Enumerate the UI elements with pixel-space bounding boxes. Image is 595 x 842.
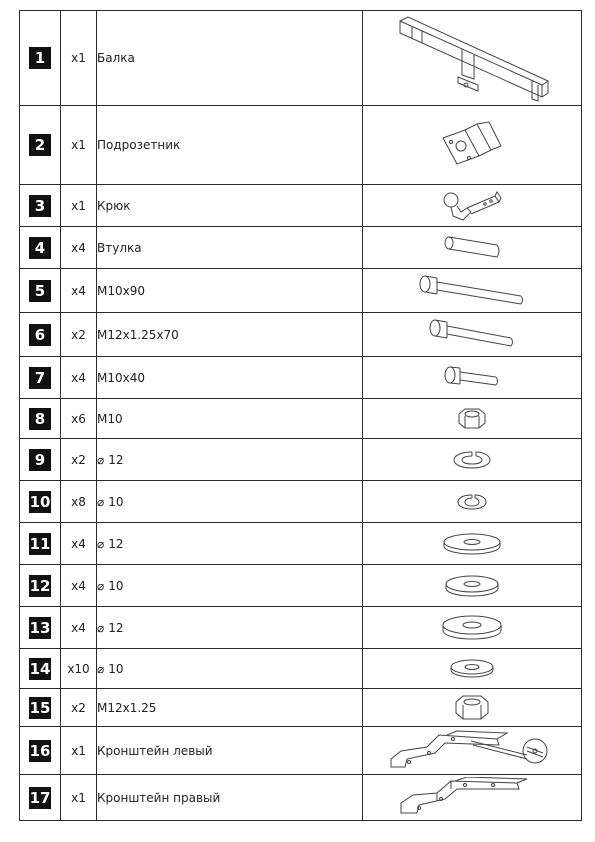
item-number-cell — [20, 689, 61, 727]
item-number-badge: 2 — [29, 134, 51, 156]
part-name-cell — [97, 607, 363, 649]
quantity-cell: x4 — [61, 523, 97, 565]
diameter-symbol: ⌀ — [97, 536, 105, 551]
table-row — [20, 313, 582, 357]
part-image-cell — [363, 649, 582, 689]
item-number-badge: 6 — [29, 324, 51, 346]
item-number-badge: 8 — [29, 408, 51, 430]
part-name-cell: M12x1.25 — [97, 689, 363, 727]
flat-washer-icon — [442, 573, 502, 599]
parts-list-table — [19, 10, 582, 821]
quantity-cell: x4 — [61, 227, 97, 269]
quantity-cell: x4 — [61, 565, 97, 607]
part-name-label: 10 — [108, 578, 124, 593]
item-number-badge: 12 — [29, 576, 51, 595]
part-image-cell — [363, 481, 582, 523]
part-image-cell — [363, 269, 582, 313]
part-image-cell — [363, 106, 582, 185]
part-name-label: 12 — [108, 620, 124, 635]
quantity-cell: x4 — [61, 357, 97, 399]
flat-washer-large-icon — [439, 614, 505, 642]
quantity-cell: x2 — [61, 439, 97, 481]
part-name-label: 12 — [108, 536, 124, 551]
item-number-badge: 13 — [29, 618, 51, 637]
part-name-cell — [97, 649, 363, 689]
socket-bracket-icon — [437, 120, 507, 170]
part-image-cell — [363, 399, 582, 439]
diameter-symbol: ⌀ — [97, 661, 105, 676]
table-row — [20, 727, 582, 775]
item-number-badge: 14 — [29, 659, 51, 678]
part-image-cell — [363, 523, 582, 565]
part-name-cell: M10x40 — [97, 357, 363, 399]
item-number-badge: 16 — [29, 741, 51, 760]
part-name-cell — [97, 523, 363, 565]
item-number-badge: 11 — [29, 534, 51, 553]
part-name-cell: Кронштейн левый — [97, 727, 363, 775]
part-name-cell: Крюк — [97, 185, 363, 227]
bolt-icon — [427, 318, 517, 352]
table-row — [20, 227, 582, 269]
table-row — [20, 269, 582, 313]
item-number-cell — [20, 11, 61, 106]
item-number-cell — [20, 481, 61, 523]
item-number-badge: 7 — [29, 367, 51, 389]
part-name-cell: Подрозетник — [97, 106, 363, 185]
item-number-badge: 4 — [29, 237, 51, 259]
quantity-cell: x1 — [61, 11, 97, 106]
quantity-cell: x1 — [61, 185, 97, 227]
part-name-cell: M10 — [97, 399, 363, 439]
table-row — [20, 689, 582, 727]
item-number-badge: 3 — [29, 195, 51, 217]
table-row — [20, 185, 582, 227]
diameter-symbol: ⌀ — [97, 578, 105, 593]
item-number-cell — [20, 227, 61, 269]
large-nut-icon — [452, 693, 492, 723]
table-row — [20, 649, 582, 689]
tow-ball-hook-icon — [437, 186, 507, 226]
spring-washer-small-icon — [454, 490, 490, 514]
quantity-cell: x1 — [61, 775, 97, 821]
item-number-cell — [20, 399, 61, 439]
quantity-cell: x2 — [61, 313, 97, 357]
table-row — [20, 775, 582, 821]
item-number-cell — [20, 439, 61, 481]
part-name-label: 10 — [108, 494, 124, 509]
diameter-symbol: ⌀ — [97, 494, 105, 509]
part-name-cell — [97, 565, 363, 607]
part-name-cell: M12x1.25x70 — [97, 313, 363, 357]
quantity-cell: x10 — [61, 649, 97, 689]
item-number-cell — [20, 775, 61, 821]
part-image-cell — [363, 357, 582, 399]
part-image-cell — [363, 775, 582, 821]
item-number-cell — [20, 523, 61, 565]
table-row — [20, 106, 582, 185]
part-name-label: 10 — [108, 661, 124, 676]
item-number-cell — [20, 269, 61, 313]
nut-icon — [455, 406, 489, 432]
quantity-cell: x6 — [61, 399, 97, 439]
item-number-badge: 5 — [29, 280, 51, 302]
diameter-symbol: ⌀ — [97, 452, 105, 467]
part-name-cell: Балка — [97, 11, 363, 106]
part-name-cell: Втулка — [97, 227, 363, 269]
right-bracket-icon — [397, 777, 547, 819]
table-row — [20, 607, 582, 649]
diameter-symbol: ⌀ — [97, 620, 105, 635]
item-number-badge: 17 — [29, 788, 51, 807]
part-image-cell — [363, 439, 582, 481]
part-image-cell — [363, 689, 582, 727]
quantity-cell: x2 — [61, 689, 97, 727]
table-row — [20, 439, 582, 481]
table-row — [20, 481, 582, 523]
part-name-cell: Кронштейн правый — [97, 775, 363, 821]
flat-washer-icon — [440, 531, 504, 557]
quantity-cell: x4 — [61, 269, 97, 313]
part-image-cell — [363, 727, 582, 775]
part-image-cell — [363, 227, 582, 269]
quantity-cell: x1 — [61, 727, 97, 775]
item-number-badge: 9 — [29, 449, 51, 471]
part-name-cell — [97, 481, 363, 523]
item-number-cell — [20, 106, 61, 185]
part-image-cell — [363, 607, 582, 649]
part-name-label: 12 — [108, 452, 124, 467]
item-number-cell — [20, 727, 61, 775]
item-number-badge: 15 — [29, 698, 51, 717]
long-bolt-icon — [417, 274, 527, 308]
part-image-cell — [363, 11, 582, 106]
table-row — [20, 11, 582, 106]
table-row — [20, 565, 582, 607]
table-row — [20, 399, 582, 439]
part-image-cell — [363, 565, 582, 607]
item-number-cell — [20, 357, 61, 399]
part-image-cell — [363, 313, 582, 357]
item-number-cell — [20, 313, 61, 357]
item-number-badge: 1 — [29, 47, 51, 69]
tow-beam-icon — [392, 13, 552, 103]
item-number-badge: 10 — [29, 492, 51, 511]
quantity-cell: x8 — [61, 481, 97, 523]
part-name-cell: M10x90 — [97, 269, 363, 313]
part-name-cell — [97, 439, 363, 481]
part-image-cell — [363, 185, 582, 227]
item-number-cell — [20, 649, 61, 689]
bushing-icon — [437, 233, 507, 263]
table-row — [20, 523, 582, 565]
item-number-cell — [20, 185, 61, 227]
flat-washer-small-icon — [447, 657, 497, 681]
quantity-cell: x1 — [61, 106, 97, 185]
table-row — [20, 357, 582, 399]
quantity-cell: x4 — [61, 607, 97, 649]
item-number-cell — [20, 565, 61, 607]
left-bracket-icon — [387, 729, 557, 773]
spring-washer-icon — [450, 446, 494, 474]
item-number-cell — [20, 607, 61, 649]
short-bolt-icon — [442, 363, 502, 393]
